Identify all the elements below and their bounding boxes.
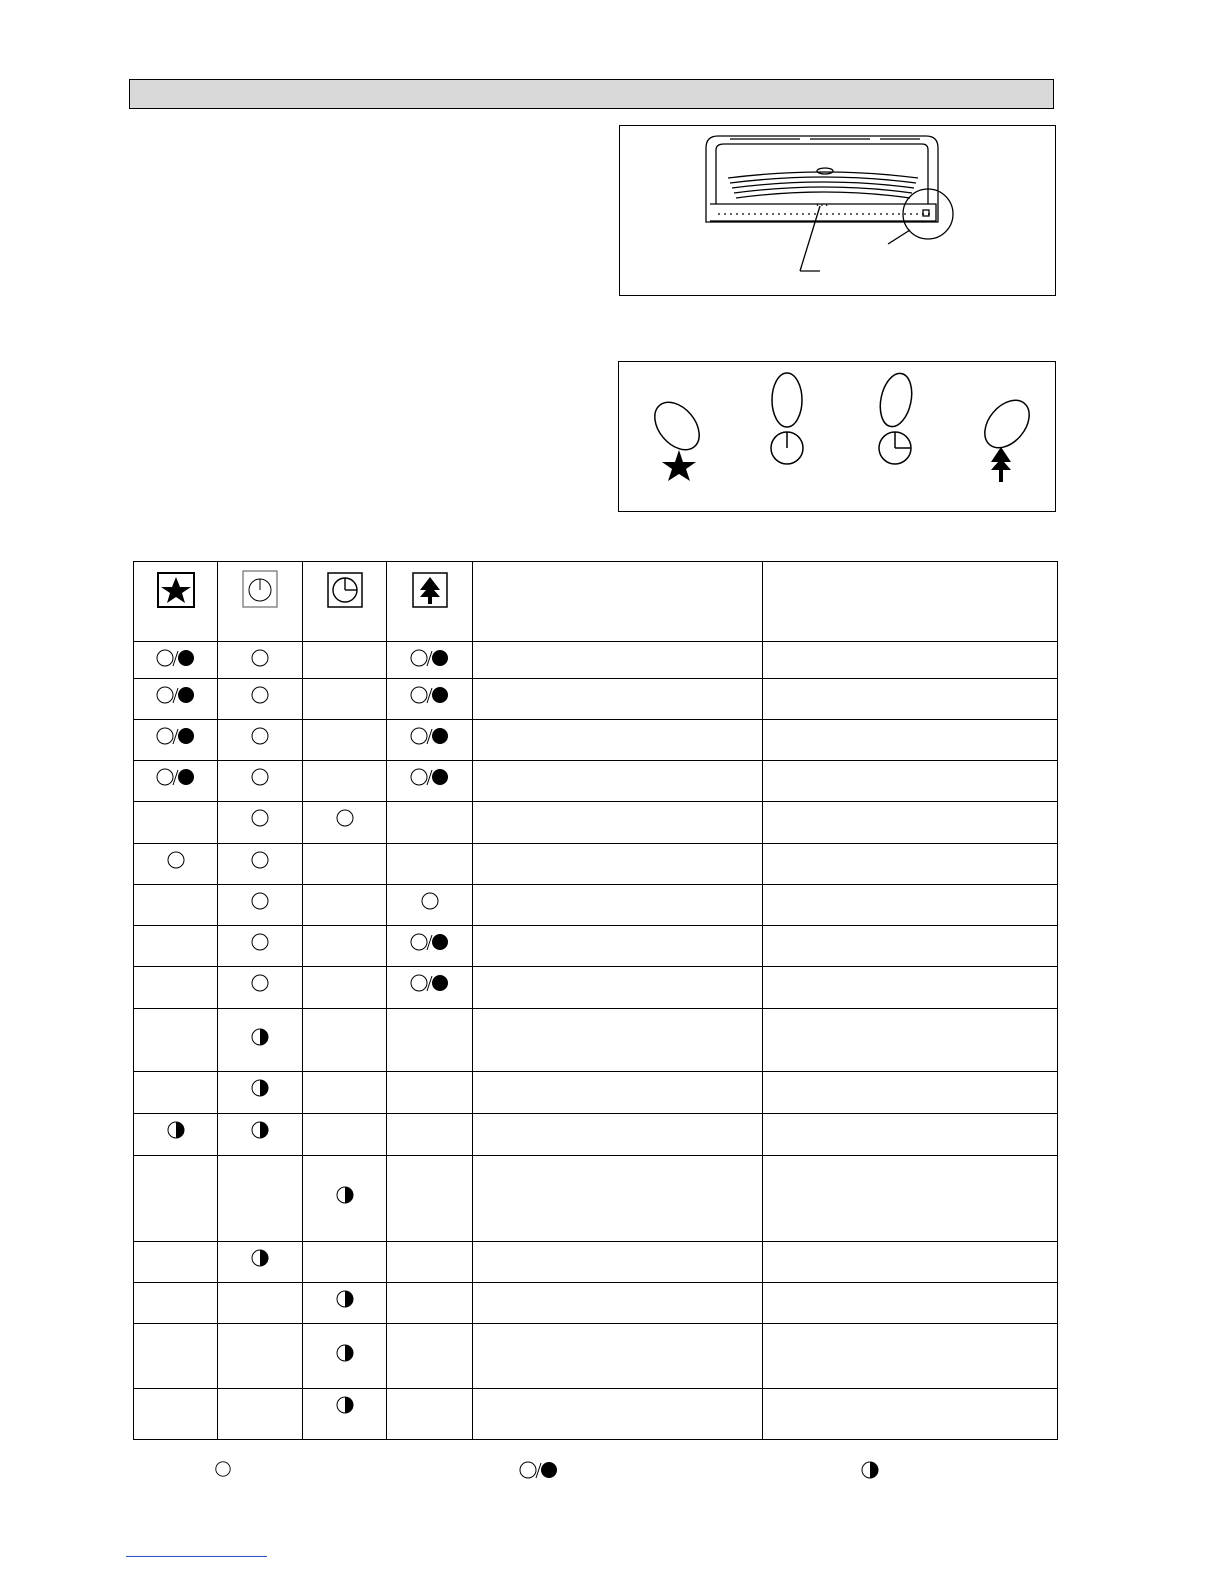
- table-row: [134, 1072, 1058, 1114]
- table-cell-tree: [387, 761, 473, 802]
- power-icon: [242, 570, 278, 608]
- table-cell-remarks: [763, 926, 1058, 967]
- table-row: [134, 1283, 1058, 1324]
- table-cell-star: [134, 1072, 218, 1114]
- table-row: [134, 1156, 1058, 1242]
- table-row: [134, 885, 1058, 926]
- table-row: [134, 1114, 1058, 1156]
- footer-link-underline[interactable]: [126, 1556, 267, 1557]
- table-cell-description: [473, 885, 763, 926]
- table-cell-description: [473, 761, 763, 802]
- table-cell-tree: [387, 885, 473, 926]
- lamp-blink-icon: [335, 1395, 355, 1415]
- table-cell-description: [473, 1114, 763, 1156]
- table-row: [134, 1009, 1058, 1072]
- table-row: [134, 926, 1058, 967]
- lamp-off-icon: [250, 648, 270, 668]
- table-cell-power: [218, 1114, 303, 1156]
- table-cell-star: [134, 1389, 218, 1440]
- table-row: [134, 1389, 1058, 1440]
- table-cell-description: [473, 967, 763, 1009]
- table-cell-timer: [303, 1283, 387, 1324]
- table-row: [134, 1242, 1058, 1283]
- table-cell-star: [134, 844, 218, 885]
- table-cell-tree: [387, 720, 473, 761]
- table-cell-remarks: [763, 1114, 1058, 1156]
- table-cell-tree: [387, 642, 473, 679]
- lamp-blink-icon: [335, 1185, 355, 1205]
- star-icon: [157, 572, 195, 608]
- table-cell-remarks: [763, 1324, 1058, 1389]
- table-cell-power: [218, 1156, 303, 1242]
- table-cell-remarks: [763, 844, 1058, 885]
- lamp-status-table: [133, 561, 1058, 1440]
- table-row: [134, 802, 1058, 844]
- table-cell-description: [473, 1072, 763, 1114]
- timer-button: [876, 370, 917, 429]
- table-row: [134, 642, 1058, 679]
- legend-off: [214, 1460, 232, 1478]
- svg-text:• • •: • • •: [816, 203, 829, 209]
- table-cell-remarks: [763, 967, 1058, 1009]
- table-cell-remarks: [763, 679, 1058, 720]
- table-cell-star: [134, 1114, 218, 1156]
- table-cell-description: [473, 679, 763, 720]
- table-cell-power: [218, 1324, 303, 1389]
- control-panel-figure: [618, 361, 1056, 512]
- table-cell-remarks: [763, 1156, 1058, 1242]
- table-cell-remarks: [763, 1072, 1058, 1114]
- table-cell-star: [134, 1324, 218, 1389]
- table-cell-power: [218, 1283, 303, 1324]
- lamp-blink-icon: [250, 1027, 270, 1047]
- table-row: [134, 679, 1058, 720]
- table-cell-star: [134, 1283, 218, 1324]
- table-cell-description: [473, 1283, 763, 1324]
- table-cell-description: [473, 642, 763, 679]
- table-cell-description: [473, 844, 763, 885]
- lamp-off-icon: [250, 932, 270, 952]
- header-power: [218, 562, 303, 642]
- table-cell-power: [218, 1389, 303, 1440]
- table-cell-star: [134, 1242, 218, 1283]
- table-cell-remarks: [763, 1389, 1058, 1440]
- control-panel-illustration: [619, 362, 1055, 511]
- table-cell-tree: [387, 1242, 473, 1283]
- header-tree: [387, 562, 473, 642]
- power-button: [772, 373, 802, 427]
- table-cell-timer: [303, 802, 387, 844]
- table-cell-description: [473, 1156, 763, 1242]
- section-header-bar: [129, 79, 1054, 109]
- table-cell-tree: [387, 1324, 473, 1389]
- lamp-on-off-icon: [410, 767, 450, 787]
- table-cell-description: [473, 1324, 763, 1389]
- table-cell-remarks: [763, 1242, 1058, 1283]
- lamp-off-icon: [250, 973, 270, 993]
- table-cell-tree: [387, 1283, 473, 1324]
- table-header-row: [134, 562, 1058, 642]
- table-cell-remarks: [763, 1283, 1058, 1324]
- table-cell-remarks: [763, 720, 1058, 761]
- lamp-on-off-icon: [156, 685, 196, 705]
- table-cell-description: [473, 1009, 763, 1072]
- table-cell-tree: [387, 679, 473, 720]
- lamp-off-icon: [214, 1460, 232, 1478]
- lamp-off-icon: [166, 850, 186, 870]
- table-cell-tree: [387, 1009, 473, 1072]
- lamp-off-icon: [250, 726, 270, 746]
- table-cell-timer: [303, 1009, 387, 1072]
- lamp-blink-icon: [250, 1120, 270, 1140]
- table-cell-tree: [387, 1156, 473, 1242]
- indoor-unit-figure: [619, 125, 1056, 296]
- table-cell-timer: [303, 679, 387, 720]
- tree-button: [976, 392, 1038, 457]
- table-cell-timer: [303, 1242, 387, 1283]
- table-cell-power: [218, 1242, 303, 1283]
- table-row: [134, 720, 1058, 761]
- table-cell-description: [473, 926, 763, 967]
- table-cell-star: [134, 679, 218, 720]
- table-cell-remarks: [763, 802, 1058, 844]
- table-cell-timer: [303, 1156, 387, 1242]
- legend-blink: [860, 1460, 880, 1480]
- star-button: [646, 394, 708, 459]
- table-cell-description: [473, 1389, 763, 1440]
- lamp-blink-icon: [335, 1343, 355, 1363]
- lamp-on-off-icon: [410, 973, 450, 993]
- header-remarks: [763, 562, 1058, 642]
- lamp-off-icon: [250, 685, 270, 705]
- timer-icon: [327, 572, 363, 608]
- header-description: [473, 562, 763, 642]
- lamp-off-icon: [250, 767, 270, 787]
- lamp-off-icon: [420, 891, 440, 911]
- lamp-off-icon: [250, 891, 270, 911]
- table-cell-power: [218, 926, 303, 967]
- lamp-on-off-icon: [156, 767, 196, 787]
- table-cell-star: [134, 761, 218, 802]
- table-cell-timer: [303, 1114, 387, 1156]
- table-cell-remarks: [763, 1009, 1058, 1072]
- table-row: [134, 761, 1058, 802]
- table-cell-power: [218, 1009, 303, 1072]
- table-row: [134, 967, 1058, 1009]
- lamp-off-icon: [250, 850, 270, 870]
- lamp-on-off-icon: [156, 726, 196, 746]
- table-cell-description: [473, 720, 763, 761]
- table-cell-timer: [303, 885, 387, 926]
- lamp-on-off-icon: [519, 1460, 559, 1480]
- table-cell-star: [134, 802, 218, 844]
- table-cell-timer: [303, 761, 387, 802]
- table-cell-power: [218, 642, 303, 679]
- table-row: [134, 844, 1058, 885]
- tree-icon: [412, 572, 448, 608]
- table-cell-power: [218, 761, 303, 802]
- table-cell-power: [218, 844, 303, 885]
- table-cell-tree: [387, 844, 473, 885]
- table-cell-tree: [387, 926, 473, 967]
- indoor-unit-illustration: [620, 126, 1055, 295]
- lamp-on-off-icon: [410, 685, 450, 705]
- star-icon: [662, 450, 696, 481]
- table-cell-tree: [387, 1114, 473, 1156]
- table-cell-timer: [303, 1072, 387, 1114]
- lamp-on-off-icon: [156, 648, 196, 668]
- table-cell-star: [134, 1156, 218, 1242]
- table-cell-timer: [303, 926, 387, 967]
- table-cell-timer: [303, 967, 387, 1009]
- table-cell-star: [134, 926, 218, 967]
- lamp-on-off-icon: [410, 932, 450, 952]
- lamp-blink-icon: [166, 1120, 186, 1140]
- lamp-blink-icon: [250, 1248, 270, 1268]
- table-cell-timer: [303, 720, 387, 761]
- lamp-blink-icon: [335, 1289, 355, 1309]
- lamp-off-icon: [335, 808, 355, 828]
- table-row: [134, 1324, 1058, 1389]
- table-cell-description: [473, 1242, 763, 1283]
- header-star: [134, 562, 218, 642]
- lamp-blink-icon: [250, 1078, 270, 1098]
- table-cell-remarks: [763, 885, 1058, 926]
- legend-on-off: [519, 1460, 559, 1480]
- table-cell-tree: [387, 967, 473, 1009]
- table-cell-star: [134, 642, 218, 679]
- table-cell-description: [473, 802, 763, 844]
- table-cell-tree: [387, 1389, 473, 1440]
- table-cell-power: [218, 720, 303, 761]
- lamp-off-icon: [250, 808, 270, 828]
- table-cell-power: [218, 802, 303, 844]
- table-cell-timer: [303, 1389, 387, 1440]
- lamp-on-off-icon: [410, 648, 450, 668]
- table-cell-star: [134, 967, 218, 1009]
- table-cell-remarks: [763, 761, 1058, 802]
- table-cell-power: [218, 885, 303, 926]
- table-cell-timer: [303, 844, 387, 885]
- table-cell-star: [134, 1009, 218, 1072]
- header-timer: [303, 562, 387, 642]
- lamp-on-off-icon: [410, 726, 450, 746]
- tree-icon: [991, 447, 1011, 482]
- table-cell-remarks: [763, 642, 1058, 679]
- table-cell-timer: [303, 1324, 387, 1389]
- table-cell-power: [218, 967, 303, 1009]
- lamp-blink-icon: [860, 1460, 880, 1480]
- table-cell-tree: [387, 1072, 473, 1114]
- table-cell-power: [218, 679, 303, 720]
- table-cell-tree: [387, 802, 473, 844]
- table-cell-star: [134, 720, 218, 761]
- table-cell-power: [218, 1072, 303, 1114]
- table-cell-timer: [303, 642, 387, 679]
- table-cell-star: [134, 885, 218, 926]
